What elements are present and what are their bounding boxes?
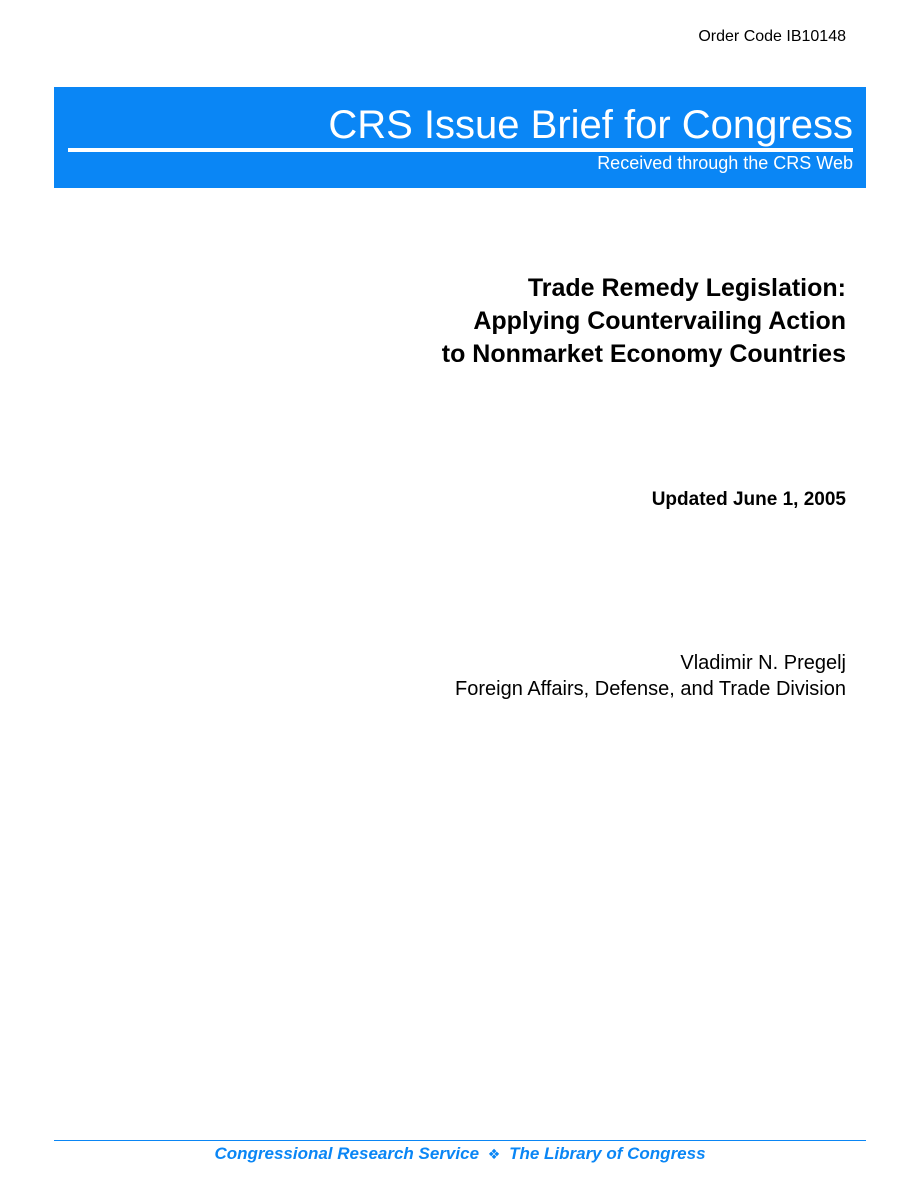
title-line: Applying Countervailing Action (473, 307, 846, 335)
author-name: Vladimir N. Pregelj (680, 652, 846, 674)
diamond-ornament-icon: ❖ (487, 1147, 501, 1163)
title-line: to Nonmarket Economy Countries (441, 340, 846, 368)
title-line: Trade Remedy Legislation: (527, 274, 846, 302)
banner-subtitle: Received through the CRS Web (597, 153, 853, 173)
footer (54, 1143, 866, 1166)
updated-date: Updated June 1, 2005 (651, 489, 846, 510)
author-division: Foreign Affairs, Defense, and Trade Division (455, 678, 846, 700)
banner-title: CRS Issue Brief for Congress (328, 103, 853, 147)
author-block (455, 650, 846, 702)
footer-publisher: Congressional Research Service (214, 1144, 480, 1163)
footer-library: The Library of Congress (509, 1144, 706, 1163)
document-title (286, 272, 846, 371)
order-code: Order Code IB10148 (698, 28, 846, 45)
footer-divider (54, 1140, 866, 1141)
report-banner (54, 87, 866, 188)
